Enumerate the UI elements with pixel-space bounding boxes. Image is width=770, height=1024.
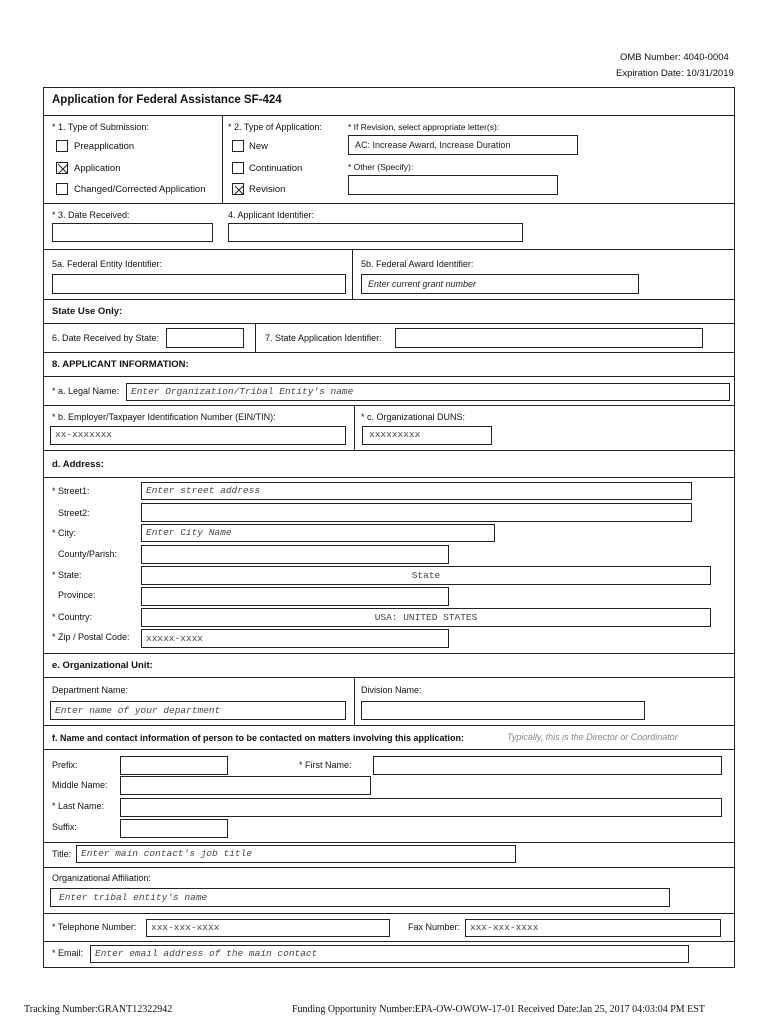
new-checkbox[interactable] (232, 140, 244, 152)
expiration-date: Expiration Date: 10/31/2019 (616, 68, 734, 79)
state-date-field[interactable] (166, 328, 244, 348)
province-label: Province: (58, 590, 96, 600)
contact-hint: Typically, this is the Director or Coordinator (507, 732, 678, 742)
first-name-field[interactable] (373, 756, 722, 775)
application-type-label: * 2. Type of Application: (228, 122, 322, 132)
street1-field[interactable]: Enter street address (141, 482, 692, 500)
prefix-label: Prefix: (52, 760, 78, 770)
fax-label: Fax Number: (408, 922, 461, 932)
preapplication-label: Preapplication (74, 141, 135, 152)
state-date-label: 6. Date Received by State: (52, 333, 160, 343)
other-specify-label: * Other (Specify): (348, 162, 414, 172)
duns-field[interactable]: xxxxxxxxx (362, 426, 492, 445)
affiliation-field[interactable]: Enter tribal entity's name (50, 888, 670, 907)
other-specify-field[interactable] (348, 175, 558, 195)
title-label: Title: (52, 849, 72, 859)
middle-name-field[interactable] (120, 776, 371, 795)
state-app-id-label: 7. State Application Identifier: (265, 333, 382, 343)
division-field[interactable] (361, 701, 645, 720)
zip-field[interactable]: xxxxx-xxxx (141, 629, 449, 648)
applicant-identifier-label: 4. Applicant Identifier: (228, 210, 315, 220)
funding-opportunity: Funding Opportunity Number:EPA-OW-OWOW-17-01 Received Date:Jan 25, 2017 04:03:04 PM EST (292, 1004, 705, 1015)
country-select[interactable]: USA: UNITED STATES (141, 608, 711, 627)
continuation-checkbox[interactable] (232, 162, 244, 174)
street2-label: Street2: (58, 508, 90, 518)
changed-corrected-label: Changed/Corrected Application (74, 184, 206, 195)
preapplication-checkbox[interactable] (56, 140, 68, 152)
date-received-label: * 3. Date Received: (52, 210, 130, 220)
duns-label: * c. Organizational DUNS: (361, 412, 466, 422)
federal-entity-id-label: 5a. Federal Entity Identifier: (52, 259, 163, 269)
department-label: Department Name: (52, 685, 129, 695)
telephone-field[interactable]: xxx-xxx-xxxx (146, 919, 390, 937)
zip-label: * Zip / Postal Code: (52, 632, 130, 642)
affiliation-label: Organizational Affiliation: (52, 873, 151, 883)
email-field[interactable]: Enter email address of the main contact (90, 945, 689, 963)
address-heading: d. Address: (52, 459, 104, 470)
checked-x-icon (57, 163, 69, 175)
suffix-field[interactable] (120, 819, 228, 838)
first-name-label: * First Name: (299, 760, 352, 770)
submission-type-label: * 1. Type of Submission: (52, 122, 149, 132)
revision-letters-label: * If Revision, select appropriate letter(s): (348, 122, 500, 132)
continuation-label: Continuation (249, 163, 303, 174)
application-label: Application (74, 163, 121, 174)
street1-label: * Street1: (52, 486, 90, 496)
federal-award-id-field[interactable]: Enter current grant number (361, 274, 639, 294)
omb-number: OMB Number: 4040-0004 (620, 52, 729, 63)
city-field[interactable]: Enter City Name (141, 524, 495, 542)
application-checkbox[interactable] (56, 162, 68, 174)
contact-heading: f. Name and contact information of person to be contacted on matters involving this application: (52, 733, 465, 743)
legal-name-label: * a. Legal Name: (52, 386, 120, 396)
county-field[interactable] (141, 545, 449, 564)
street2-field[interactable] (141, 503, 692, 522)
federal-entity-id-field[interactable] (52, 274, 346, 294)
tracking-number: Tracking Number:GRANT12322942 (24, 1004, 173, 1015)
date-received-field[interactable] (52, 223, 213, 242)
org-unit-heading: e. Organizational Unit: (52, 660, 153, 671)
applicant-identifier-field[interactable] (228, 223, 523, 242)
city-label: * City: (52, 528, 77, 538)
ein-label: * b. Employer/Taxpayer Identification Number (EIN/TIN): (52, 412, 276, 422)
revision-letters-field[interactable]: AC: Increase Award, Increase Duration (348, 135, 578, 155)
middle-name-label: Middle Name: (52, 780, 108, 790)
last-name-label: * Last Name: (52, 801, 105, 811)
form-title: Application for Federal Assistance SF-424 (52, 94, 282, 106)
title-field[interactable]: Enter main contact's job title (76, 845, 516, 863)
state-label: * State: (52, 570, 82, 580)
email-label: * Email: (52, 948, 84, 958)
legal-name-field[interactable]: Enter Organization/Tribal Entity's name (126, 383, 730, 401)
applicant-info-heading: 8. APPLICANT INFORMATION: (52, 359, 189, 370)
state-app-id-field[interactable] (395, 328, 703, 348)
fax-field[interactable]: xxx-xxx-xxxx (465, 919, 721, 937)
telephone-label: * Telephone Number: (52, 922, 137, 932)
revision-checkbox[interactable] (232, 183, 244, 195)
last-name-field[interactable] (120, 798, 722, 817)
county-label: County/Parish: (58, 549, 118, 559)
checked-x-icon (233, 184, 245, 196)
federal-award-id-label: 5b. Federal Award Identifier: (361, 259, 474, 269)
prefix-field[interactable] (120, 756, 228, 775)
suffix-label: Suffix: (52, 822, 77, 832)
state-use-heading: State Use Only: (52, 306, 123, 317)
division-label: Division Name: (361, 685, 422, 695)
state-select[interactable]: State (141, 566, 711, 585)
province-field[interactable] (141, 587, 449, 606)
department-field[interactable]: Enter name of your department (50, 701, 346, 720)
new-label: New (249, 141, 269, 152)
country-label: * Country: (52, 612, 93, 622)
revision-label: Revision (249, 184, 286, 195)
ein-field[interactable]: xx-xxxxxxx (50, 426, 346, 445)
changed-corrected-checkbox[interactable] (56, 183, 68, 195)
